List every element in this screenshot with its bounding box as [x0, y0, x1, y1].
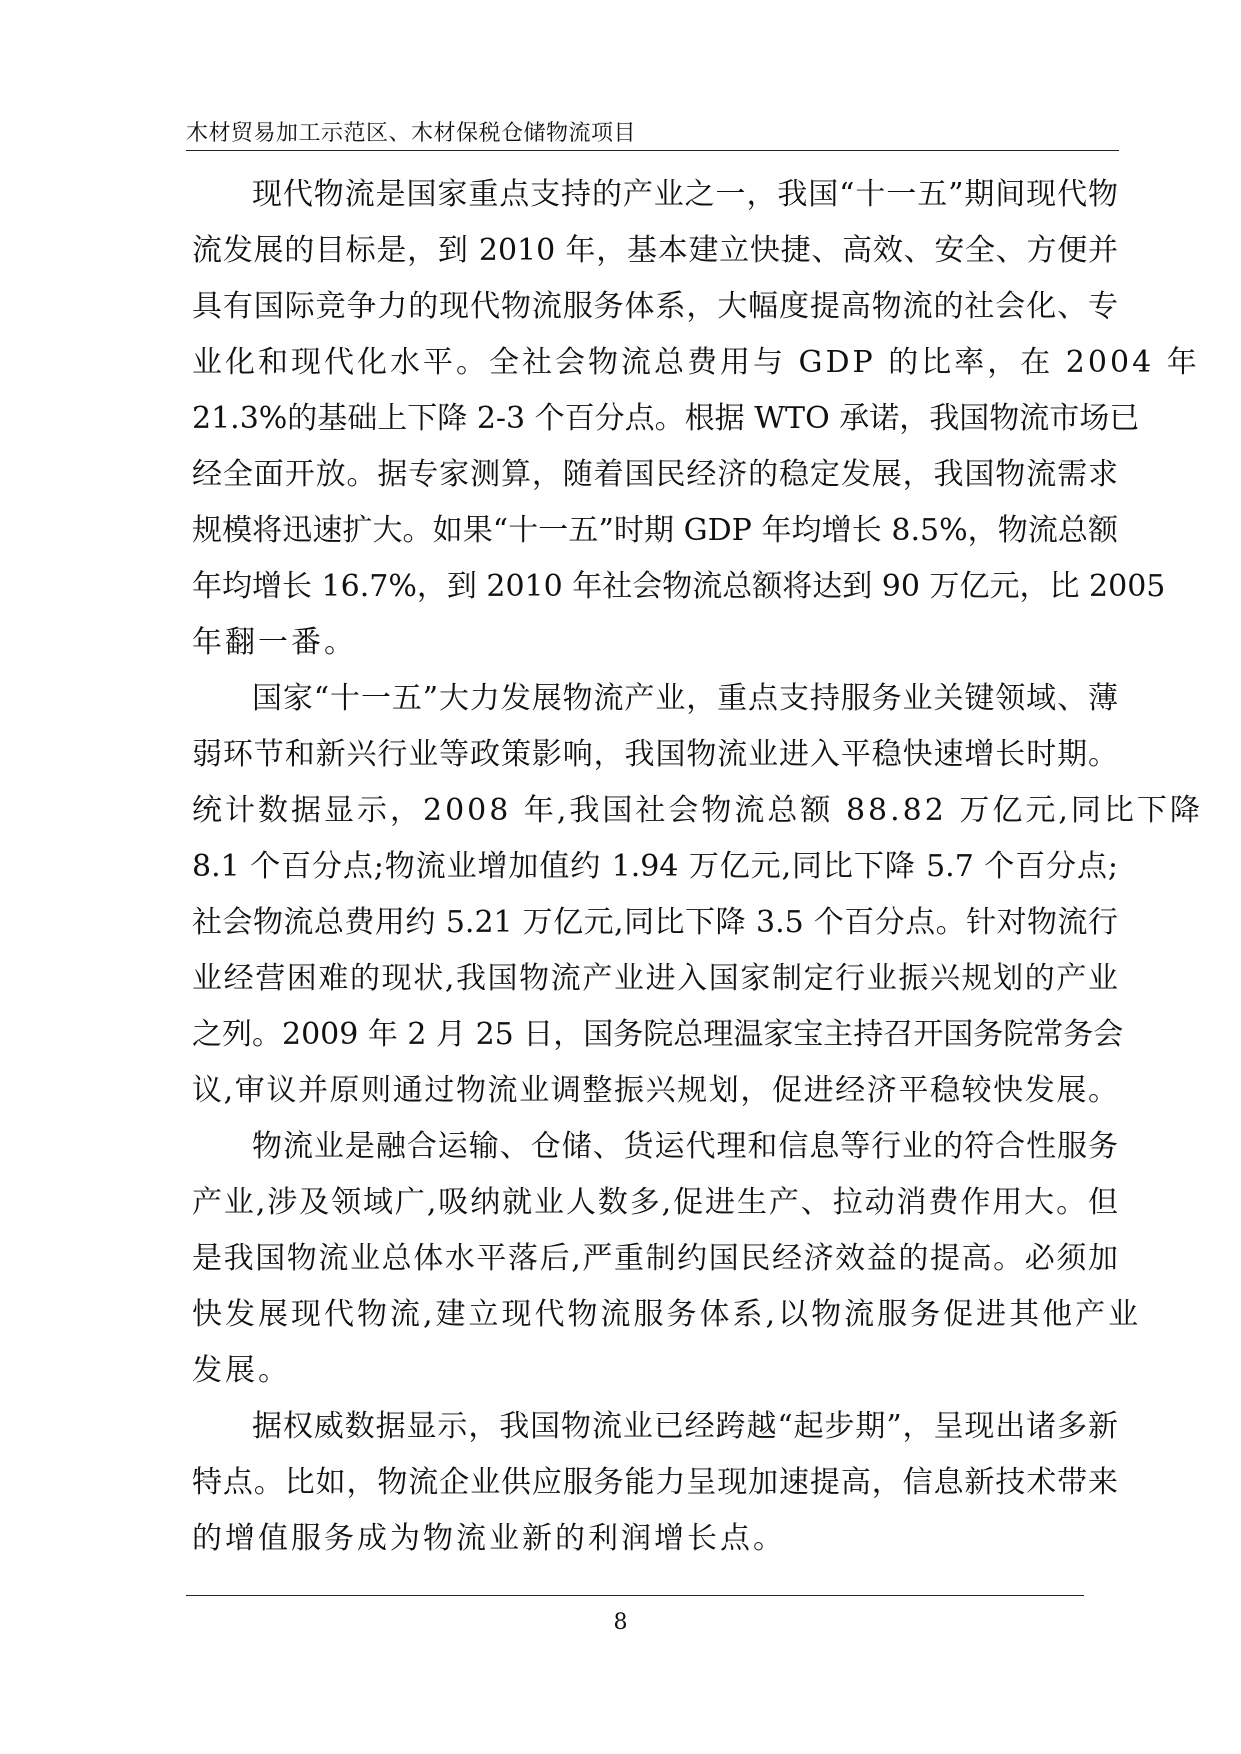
paragraph-2: [192, 671, 1203, 1119]
text-line: 议,审议并原则通过物流业调整振兴规划，促进经济平稳较快发展。: [192, 1073, 1118, 1108]
text-line: 社会物流总费用约 5.21 万亿元,同比下降 3.5 个百分点。针对物流行: [192, 905, 1118, 940]
paragraph-4: [192, 1399, 1118, 1567]
text-line: 业经营困难的现状,我国物流产业进入国家制定行业振兴规划的产业: [192, 961, 1118, 996]
paragraph-3: [192, 1119, 1142, 1399]
document-body: [192, 167, 1203, 1567]
running-header: 木材贸易加工示范区、木材保税仓储物流项目: [186, 121, 637, 146]
text-line: 国家“十一五”大力发展物流产业，重点支持服务业关键领域、薄: [252, 681, 1118, 716]
text-line: 发展。: [192, 1353, 291, 1388]
text-line: 经全面开放。据专家测算，随着国民经济的稳定发展，我国物流需求: [192, 457, 1118, 492]
footer-divider: [186, 1595, 1084, 1596]
text-line: 21.3%的基础上下降 2-3 个百分点。根据 WTO 承诺，我国物流市场已: [192, 401, 1140, 436]
text-line: 物流业是融合运输、仓储、货运代理和信息等行业的符合性服务: [252, 1129, 1118, 1164]
text-line: 年翻一番。: [192, 625, 357, 660]
text-line: 统计数据显示，2008 年,我国社会物流总额 88.82 万亿元,同比下降: [192, 793, 1203, 828]
text-line: 是我国物流业总体水平落后,严重制约国民经济效益的提高。必须加: [192, 1241, 1118, 1276]
text-line: 8.1 个百分点;物流业增加值约 1.94 万亿元,同比下降 5.7 个百分点;: [192, 849, 1118, 884]
text-line: 规模将迅速扩大。如果“十一五”时期 GDP 年均增长 8.5%，物流总额: [192, 513, 1118, 548]
text-line: 的增值服务成为物流业新的利润增长点。: [192, 1521, 786, 1556]
text-line: 特点。比如，物流企业供应服务能力呈现加速提高，信息新技术带来: [192, 1465, 1118, 1500]
text-line: 之列。2009 年 2 月 25 日，国务院总理温家宝主持召开国务院常务会: [192, 1017, 1124, 1052]
text-line: 业化和现代化水平。全社会物流总费用与 GDP 的比率，在 2004 年: [192, 345, 1200, 380]
text-line: 产业,涉及领域广,吸纳就业人数多,促进生产、拉动消费作用大。但: [192, 1185, 1118, 1220]
text-line: 流发展的目标是，到 2010 年，基本建立快捷、高效、安全、方便并: [192, 233, 1118, 268]
paragraph-1: [192, 167, 1200, 671]
text-line: 弱环节和新兴行业等政策影响，我国物流业进入平稳快速增长时期。: [192, 737, 1118, 772]
text-line: 据权威数据显示，我国物流业已经跨越“起步期”，呈现出诸多新: [252, 1409, 1118, 1444]
text-line: 现代物流是国家重点支持的产业之一，我国“十一五”期间现代物: [252, 177, 1118, 212]
header-divider: [186, 150, 1119, 151]
text-line: 年均增长 16.7%，到 2010 年社会物流总额将达到 90 万亿元，比 2005: [192, 569, 1166, 604]
text-line: 具有国际竞争力的现代物流服务体系，大幅度提高物流的社会化、专: [192, 289, 1118, 324]
page-number: 8: [613, 1610, 628, 1635]
text-line: 快发展现代物流,建立现代物流服务体系,以物流服务促进其他产业: [192, 1297, 1142, 1332]
